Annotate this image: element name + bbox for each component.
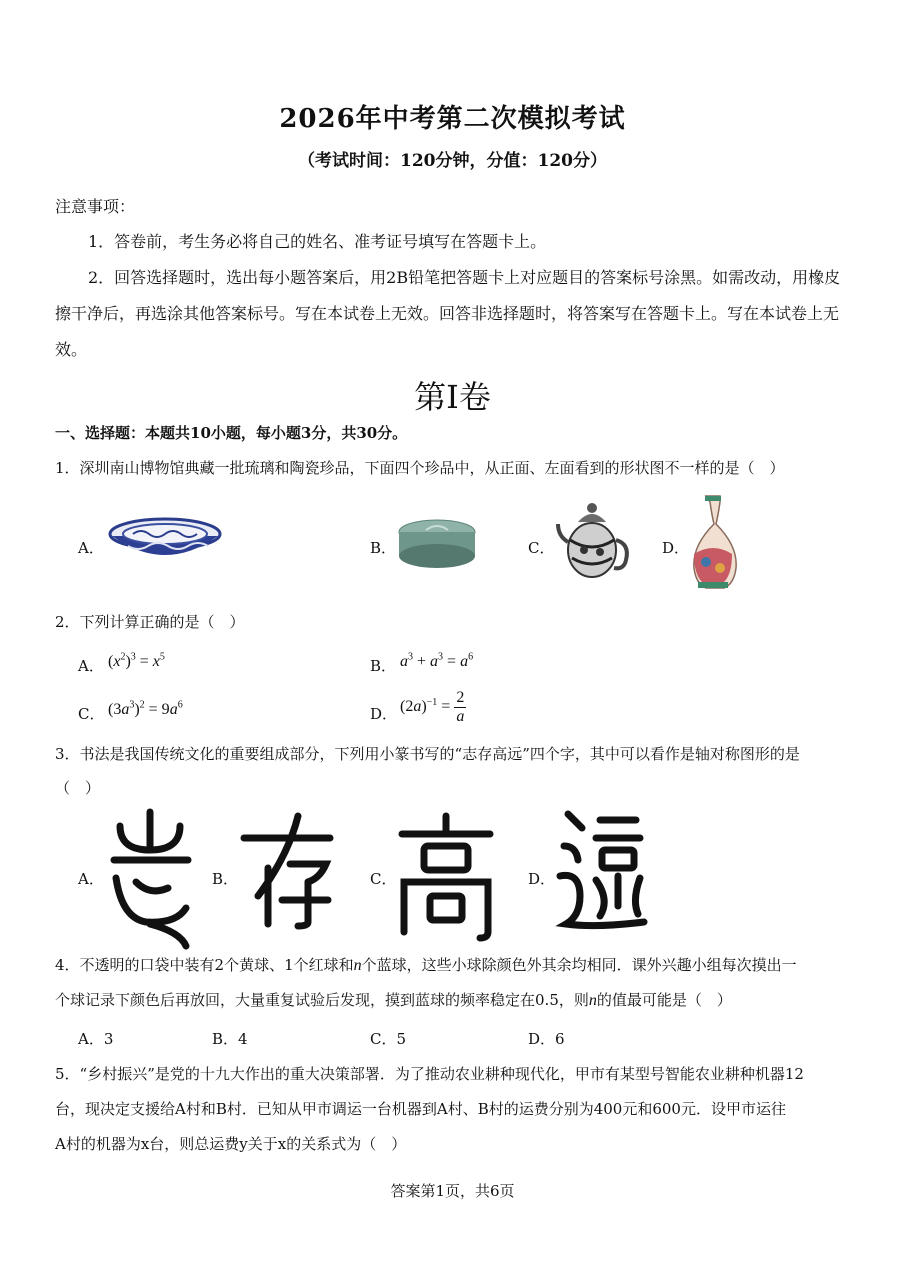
q2-option-d-label: D．: [370, 705, 398, 723]
notes-item-1: 1．答卷前，考生务必将自己的姓名、准考证号填写在答题卡上。: [88, 232, 547, 251]
exam-title: 2026年中考第二次模拟考试: [279, 104, 626, 134]
q4-option-c: C．5: [370, 1030, 407, 1048]
q1-celadon-box-image: [398, 518, 478, 570]
question-5-line-3: A村的机器为x台，则总运费y关于x的关系式为（ ）: [55, 1135, 407, 1153]
question-2-stem: 2．下列计算正确的是（ ）: [55, 613, 245, 631]
q1-teapot-image: [556, 500, 632, 580]
q4-variable-n: n: [353, 957, 362, 974]
q3-seal-cun-glyph: [238, 808, 338, 928]
q4-option-b: B．4: [212, 1030, 248, 1048]
q2-option-a-formula: $(x^2)^3 = x^5$: [108, 651, 165, 670]
q3-seal-zhi-glyph: [106, 808, 196, 948]
notes-item-2-line-3: 效。: [55, 340, 88, 359]
q1-plate-image: [108, 516, 223, 566]
question-5-line-1: 5．“乡村振兴”是党的十九大作出的重大决策部署．为了推动农业耕种现代化，甲市有某型号智能农业耕种机器12: [55, 1065, 804, 1083]
q1-option-b-label: B．: [370, 539, 397, 557]
q3-option-b-label: B．: [212, 870, 239, 888]
q1-option-d-label: D．: [662, 539, 690, 557]
q4-option-a: A．3: [78, 1030, 114, 1048]
notes-heading: 注意事项：: [55, 197, 136, 216]
notes-item-2-line-2: 擦干净后，再选涂其他答案标号。写在本试卷上无效。回答非选择题时，将答案写在答题卡上。写在本试卷上无: [55, 304, 840, 323]
question-1-stem: 1．深圳南山博物馆典藏一批琉璃和陶瓷珍品，下面四个珍品中，从正面、左面看到的形状图不一样的是（ ）: [55, 459, 785, 477]
question-4-line-1: 4．不透明的口袋中装有2个黄球、1个红球和n个蓝球，这些小球除颜色外其余均相同．课外兴趣小组每次摸出一: [55, 956, 797, 974]
page-footer: 答案第1页，共6页: [390, 1182, 515, 1200]
volume-title: 第Ⅰ卷: [414, 378, 491, 416]
q1-option-c-label: C．: [528, 539, 555, 557]
q3-seal-yuan-glyph: [556, 806, 648, 930]
q2-option-b-label: B．: [370, 657, 397, 675]
q2-option-d-formula: $(2a)^{-1}$ = $\frac{2}{a}$: [400, 689, 465, 725]
q3-option-a-label: A．: [78, 870, 104, 888]
question-3-stem-line-1: 3．书法是我国传统文化的重要组成部分，下列用小篆书写的“志存高远”四个字，其中可以看作是轴对称图形的是: [55, 745, 800, 763]
q3-seal-gao-glyph: [396, 812, 496, 942]
exam-subtitle: （考试时间：120分钟，分值：120分）: [298, 151, 607, 171]
q2-option-c-label: C．: [78, 705, 105, 723]
q3-option-c-label: C．: [370, 870, 397, 888]
section-heading: 一、选择题：本题共10小题，每小题3分，共30分。: [55, 424, 408, 442]
q3-option-d-label: D．: [528, 870, 556, 888]
question-5-line-2: 台，现决定支援给A村和B村．已知从甲市调运一台机器到A村、B村的运费分别为400元和600元．设甲市运往: [55, 1100, 786, 1118]
question-4-line-2: 个球记录下颜色后再放回，大量重复试验后发现，摸到蓝球的频率稳定在0.5，则n的值最可能是（ ）: [55, 991, 732, 1009]
q2-option-a-label: A．: [78, 657, 104, 675]
notes-item-2-line-1: 2．回答选择题时，选出每小题答案后，用2B铅笔把答题卡上对应题目的答案标号涂黑。如需改动，用橡皮: [88, 268, 841, 287]
q4-option-d: D．6: [528, 1030, 565, 1048]
question-3-stem-line-2: （ ）: [55, 779, 101, 797]
q1-vase-image: [686, 494, 740, 590]
q1-option-a-label: A．: [78, 539, 104, 557]
q2-option-b-formula: $a^3 + a^3 = a^6$: [400, 651, 474, 670]
q2-option-c-formula: $(3a^3)^2 = 9a^6$: [108, 699, 183, 718]
